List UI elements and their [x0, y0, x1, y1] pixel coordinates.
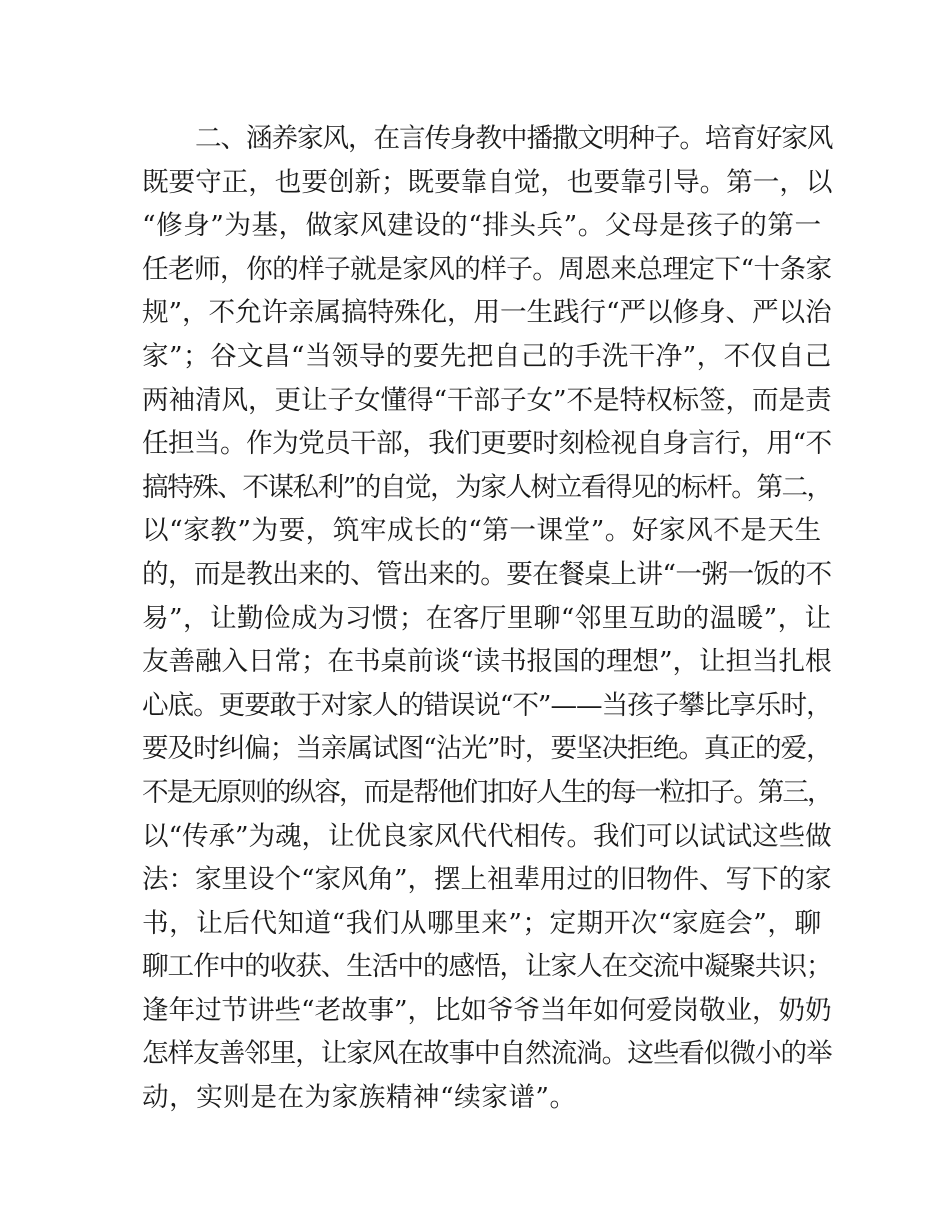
paragraph-line: 任老师，你的样子就是家风的样子。周恩来总理定下“十条家 — [142, 253, 832, 285]
paragraph-line: 心底。更要敢于对家人的错误说“不”——当孩子攀比享乐时， — [142, 689, 832, 721]
paragraph-line: 动，实则是在为家族精神“续家谱”。 — [142, 1082, 577, 1114]
paragraph-line: 要及时纠偏；当亲属试图“沾光”时，要坚决拒绝。真正的爱， — [142, 733, 832, 765]
paragraph-line: 法：家里设个“家风角”，摆上祖辈用过的旧物件、写下的家 — [142, 864, 832, 896]
paragraph-line: 不是无原则的纵容，而是帮他们扣好人生的每一粒扣子。第三， — [142, 776, 832, 808]
paragraph-line: 怎样友善邻里，让家风在故事中自然流淌。这些看似微小的举 — [142, 1038, 832, 1070]
paragraph-line: 规”，不允许亲属搞特殊化，用一生践行“严以修身、严以治 — [142, 297, 832, 329]
paragraph-line: 既要守正，也要创新；既要靠自觉，也要靠引导。第一，以 — [142, 166, 833, 198]
paragraph-line: 书，让后代知道“我们从哪里来”；定期开次“家庭会”，聊 — [142, 907, 822, 939]
paragraph-line: 聊工作中的收获、生活中的感悟，让家人在交流中凝聚共识； — [142, 951, 832, 983]
paragraph-line: 任担当。作为党员干部，我们更要时刻检视自身言行，用“不 — [142, 428, 832, 460]
paragraph-line: 以“家教”为要，筑牢成长的“第一课堂”。好家风不是天生 — [142, 515, 822, 547]
paragraph-line: 搞特殊、不谋私利”的自觉，为家人树立看得见的标杆。第二， — [142, 471, 832, 503]
paragraph-line: 以“传承”为魂，让优良家风代代相传。我们可以试试这些做 — [142, 820, 832, 852]
paragraph-line: 两袖清风，更让子女懂得“干部子女”不是特权标签，而是责 — [142, 384, 832, 416]
paragraph-line: 友善融入日常；在书桌前谈“读书报国的理想”，让担当扎根 — [142, 646, 832, 678]
body-paragraph — [142, 117, 832, 1120]
paragraph-line: 二、涵养家风，在言传身教中播撒文明种子。培育好家风 — [195, 123, 833, 154]
paragraph-line: 家”；谷文昌“当领导的要先把自己的手洗干净”，不仅自己 — [142, 340, 832, 372]
paragraph-line: 的，而是教出来的、管出来的。要在餐桌上讲“一粥一饭的不 — [142, 558, 832, 590]
paragraph-line: 易”，让勤俭成为习惯；在客厅里聊“邻里互助的温暖”，让 — [142, 602, 832, 634]
paragraph-line: “修身”为基，做家风建设的“排头兵”。父母是孩子的第一 — [142, 210, 822, 242]
paragraph-line: 逢年过节讲些“老故事”，比如爷爷当年如何爱岗敬业，奶奶 — [142, 994, 832, 1026]
